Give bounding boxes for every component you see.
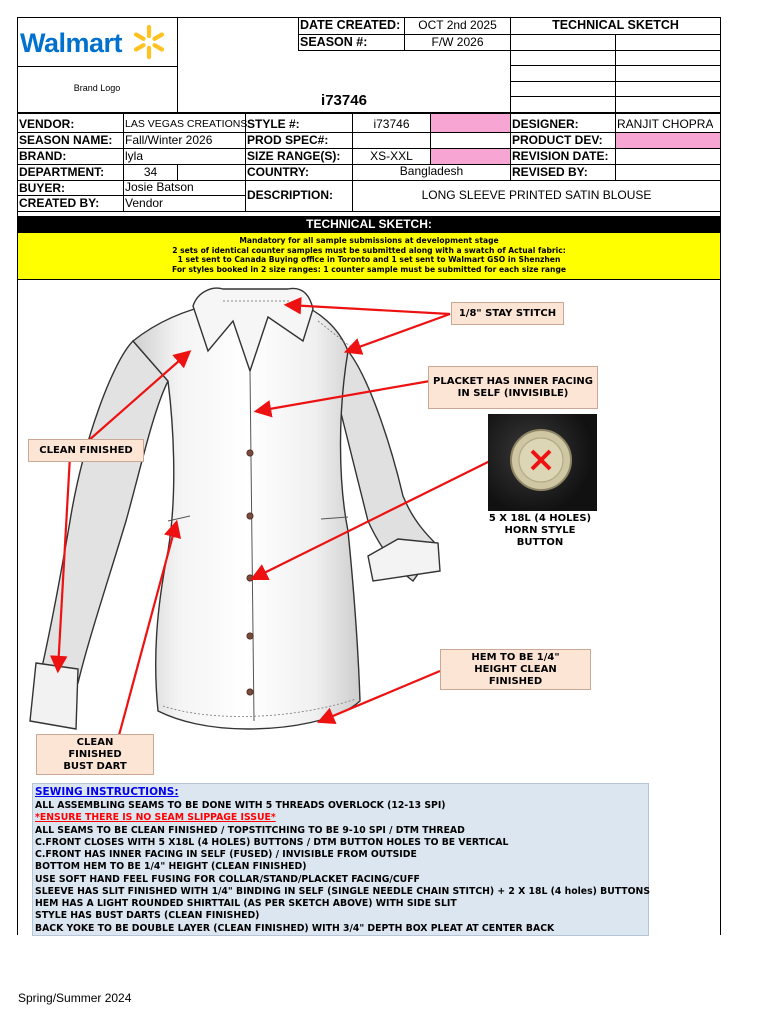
revised-by-label: REVISED BY: [512, 165, 588, 179]
size-pink-cell [431, 149, 510, 164]
sewing-line: BACK YOKE TO BE DOUBLE LAYER (CLEAN FINISHED) WITH 3/4" DEPTH BOX PLEAT AT CENTER BACK [35, 923, 555, 934]
buyer-value: Josie Batson [125, 180, 194, 194]
walmart-wordmark: Walmart [20, 28, 123, 58]
size-range-label: SIZE RANGE(S): [247, 149, 341, 163]
season-value: F/W 2026 [431, 35, 484, 49]
revision-date-label: REVISION DATE: [512, 149, 609, 163]
sewing-line: C.FRONT HAS INNER FACING IN SELF (FUSED) / INVISIBLE FROM OUTSIDE [35, 849, 417, 860]
country-value: Bangladesh [399, 164, 464, 178]
technical-sketch-title: TECHNICAL SKETCH [552, 18, 679, 32]
designer-value: RANJIT CHOPRA [617, 117, 714, 131]
created-by-label: CREATED BY: [19, 196, 100, 210]
sewing-line: ALL SEAMS TO BE CLEAN FINISHED / TOPSTITCHING TO BE 9-10 SPI / DTM THREAD [35, 825, 465, 836]
created-by-value: Vendor [125, 196, 164, 210]
notice-line: 2 sets of identical counter samples must be submitted along with a swatch of Actual fabric: [172, 245, 566, 255]
blouse-sketch [18, 281, 720, 781]
notice-line: 1 set sent to Canada Buying office in Toronto and 1 set sent to Walmart GSO in Shenzhen [177, 255, 561, 265]
hem-callout: HEM TO BE 1/4" HEIGHT CLEAN FINISHED [440, 649, 591, 690]
description-label: DESCRIPTION: [247, 188, 334, 202]
stay-stitch-callout: 1/8" STAY STITCH [451, 302, 564, 325]
style-value: i73746 [373, 117, 410, 131]
season-name-label: SEASON NAME: [19, 133, 113, 147]
bust-dart-callout: CLEAN FINISHED BUST DART [36, 734, 154, 775]
brand-label: BRAND: [19, 149, 67, 163]
sewing-line: BOTTOM HEM TO BE 1/4" HEIGHT (CLEAN FINISHED) [35, 861, 307, 872]
description-value: LONG SLEEVE PRINTED SATIN BLOUSE [421, 188, 652, 202]
season-name-value: Fall/Winter 2026 [125, 133, 213, 147]
buyer-label: BUYER: [19, 181, 66, 195]
technical-sketch-banner [18, 216, 720, 233]
product-dev-pink-cell [616, 133, 720, 148]
vendor-label: VENDOR: [19, 117, 75, 131]
country-label: COUNTRY: [247, 165, 309, 179]
brand-value: lyla [125, 149, 144, 163]
walmart-logo [20, 22, 170, 62]
button-callout-text: 5 X 18L (4 HOLES) HORN STYLE BUTTON [488, 513, 592, 548]
footer-season: Spring/Summer 2024 [18, 991, 132, 1005]
button-photo [488, 414, 597, 511]
placket-callout: PLACKET HAS INNER FACING IN SELF (INVISIBLE) [428, 366, 598, 409]
sewing-line: HEM HAS A LIGHT ROUNDED SHIRTTAIL (AS PER SKETCH ABOVE) WITH SIDE SLIT [35, 898, 457, 909]
season-label: SEASON #: [300, 35, 368, 49]
date-created-label: DATE CREATED: [300, 18, 401, 32]
clean-finished-callout: CLEAN FINISHED [28, 439, 144, 462]
notice-box [18, 233, 720, 280]
sewing-line: STYLE HAS BUST DARTS (CLEAN FINISHED) [35, 910, 260, 921]
button-callout [481, 514, 599, 548]
vendor-value: LAS VEGAS CREATIONS [125, 118, 248, 130]
left-cuff [30, 663, 78, 729]
sewing-title: SEWING INSTRUCTIONS: [35, 786, 179, 798]
style-number-large: i73746 [321, 92, 367, 109]
product-dev-label: PRODUCT DEV: [512, 133, 603, 147]
right-cuff-roll [368, 539, 440, 581]
sewing-warning: *ENSURE THERE IS NO SEAM SLIPPAGE ISSUE* [35, 812, 276, 823]
department-value: 34 [143, 165, 158, 179]
banner-text: TECHNICAL SKETCH: [306, 217, 432, 231]
notice-line: Mandatory for all sample submissions at development stage [239, 236, 499, 245]
notice-line: For styles booked in 2 size ranges: 1 counter sample must be submitted for each size range [171, 264, 567, 274]
size-range-value: XS-XXL [370, 149, 413, 163]
walmart-spark-icon [132, 24, 166, 60]
date-created-value: OCT 2nd 2025 [418, 18, 497, 32]
department-label: DEPARTMENT: [19, 165, 105, 179]
designer-label: DESIGNER: [512, 117, 579, 131]
sewing-line: USE SOFT HAND FEEL FUSING FOR COLLAR/STAND/PLACKET FACING/CUFF [35, 874, 420, 885]
style-pink-cell [431, 114, 510, 132]
horn-button-icon [488, 414, 597, 511]
sewing-line: SLEEVE HAS SLIT FINISHED WITH 1/4" BINDING IN SELF (SINGLE NEEDLE CHAIN STITCH) + 2 X 18L (4 holes) BUTTONS [35, 886, 651, 897]
brand-logo-label: Brand Logo [73, 83, 121, 93]
prod-spec-label: PROD SPEC#: [247, 133, 329, 147]
sewing-line: C.FRONT CLOSES WITH 5 X18L (4 HOLES) BUTTONS / DTM BUTTON HOLES TO BE VERTICAL [35, 837, 509, 848]
sewing-line: ALL ASSEMBLING SEAMS TO BE DONE WITH 5 THREADS OVERLOCK (12-13 SPI) [35, 800, 446, 811]
style-label: STYLE #: [247, 117, 300, 131]
